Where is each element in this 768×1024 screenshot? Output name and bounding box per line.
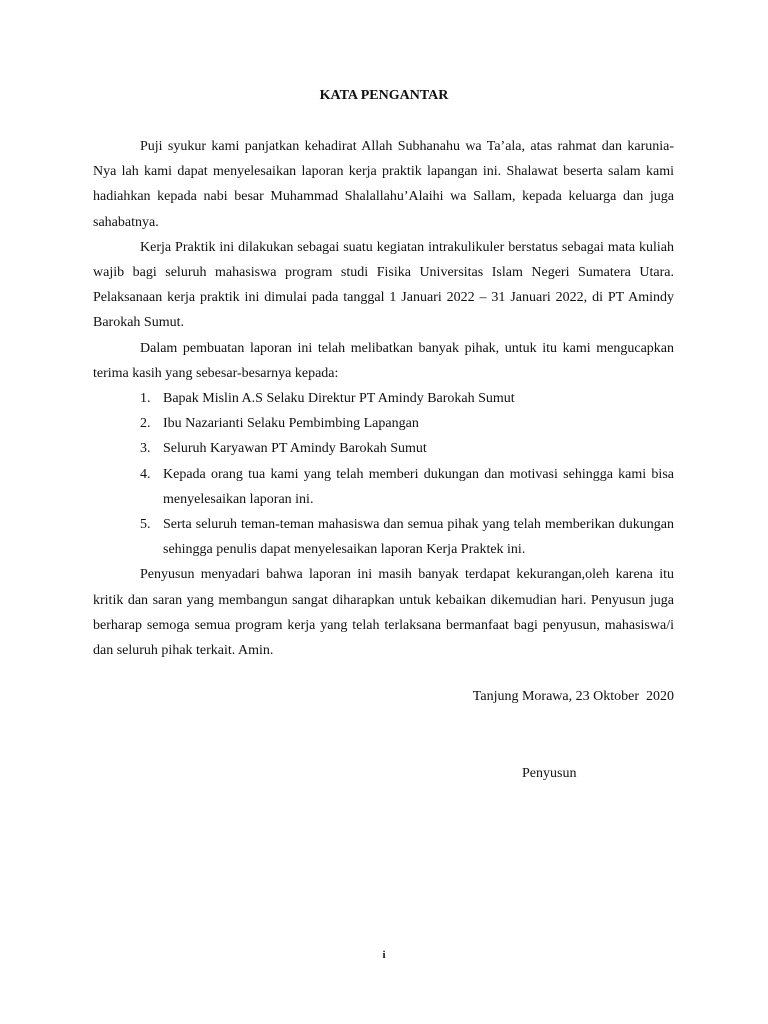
- paragraph-purpose: Kerja Praktik ini dilakukan sebagai suatu kegiatan intrakulikuler berstatus sebagai mata kuliah wajib bagi seluruh mahasiswa program studi Fisika Universitas Islam Negeri Sumatera Utara. Pelaksanaan kerja praktik ini dimulai pada tanggal 1 Januari 2022 – 31 Januari 2022, di PT Amindy Barokah Sumut.: [93, 239, 674, 331]
- list-item-number: 3.: [140, 441, 151, 457]
- thanks-list: [93, 386, 674, 562]
- list-item-number: 5.: [140, 517, 151, 533]
- list-item-text: Kepada orang tua kami yang telah memberi dukungan dan motivasi sehingga kami bisa menyelesaikan laporan ini.: [163, 466, 674, 507]
- place-date: Tanjung Morawa, 23 Oktober 2020: [472, 689, 674, 704]
- list-item: [93, 386, 674, 411]
- paragraph-closing: Penyusun menyadari bahwa laporan ini masih banyak terdapat kekurangan,oleh karena itu kritik dan saran yang membangun sangat diharapkan untuk kebaikan dikemudian hari. Penyusun juga berharap semoga semua program kerja yang telah terlaksana bermanfaat bagi penyusun, mahasiswa/i dan seluruh pihak terkait. Amin.: [93, 567, 674, 659]
- list-item-text: Serta seluruh teman-teman mahasiswa dan semua pihak yang telah memberikan dukungan sehingga penulis dapat menyelesaikan laporan Kerja Praktek ini.: [163, 517, 674, 558]
- list-item: [93, 512, 674, 562]
- list-item-number: 4.: [140, 466, 151, 482]
- list-item: [93, 436, 674, 461]
- paragraph-intro: Puji syukur kami panjatkan kehadirat Allah Subhanahu wa Ta’ala, atas rahmat dan karunia-Nya lah kami dapat menyelesaikan laporan kerja praktik lapangan ini. Shalawat beserta salam kami hadiahkan kepada nabi besar Muhammad Shalallahu’Alaihi wa Sallam, kepada keluarga dan juga sahabatnya.: [93, 139, 674, 230]
- list-item: [93, 411, 674, 436]
- list-item-text: Bapak Mislin A.S Selaku Direktur PT Amindy Barokah Sumut: [163, 391, 515, 407]
- list-item: [93, 462, 674, 512]
- signer-name: Penyusun: [522, 766, 577, 781]
- paragraph-thanks: Dalam pembuatan laporan ini telah melibatkan banyak pihak, untuk itu kami mengucapkan terima kasih yang sebesar-besarnya kepada:: [93, 340, 674, 381]
- list-item-number: 1.: [140, 391, 151, 407]
- page-number: i: [382, 949, 386, 961]
- list-item-number: 2.: [140, 416, 151, 432]
- list-item-text: Ibu Nazarianti Selaku Pembimbing Lapangan: [163, 416, 419, 432]
- document-body: [93, 134, 674, 663]
- page-title: KATA PENGANTAR: [319, 88, 449, 103]
- list-item-text: Seluruh Karyawan PT Amindy Barokah Sumut: [163, 441, 427, 457]
